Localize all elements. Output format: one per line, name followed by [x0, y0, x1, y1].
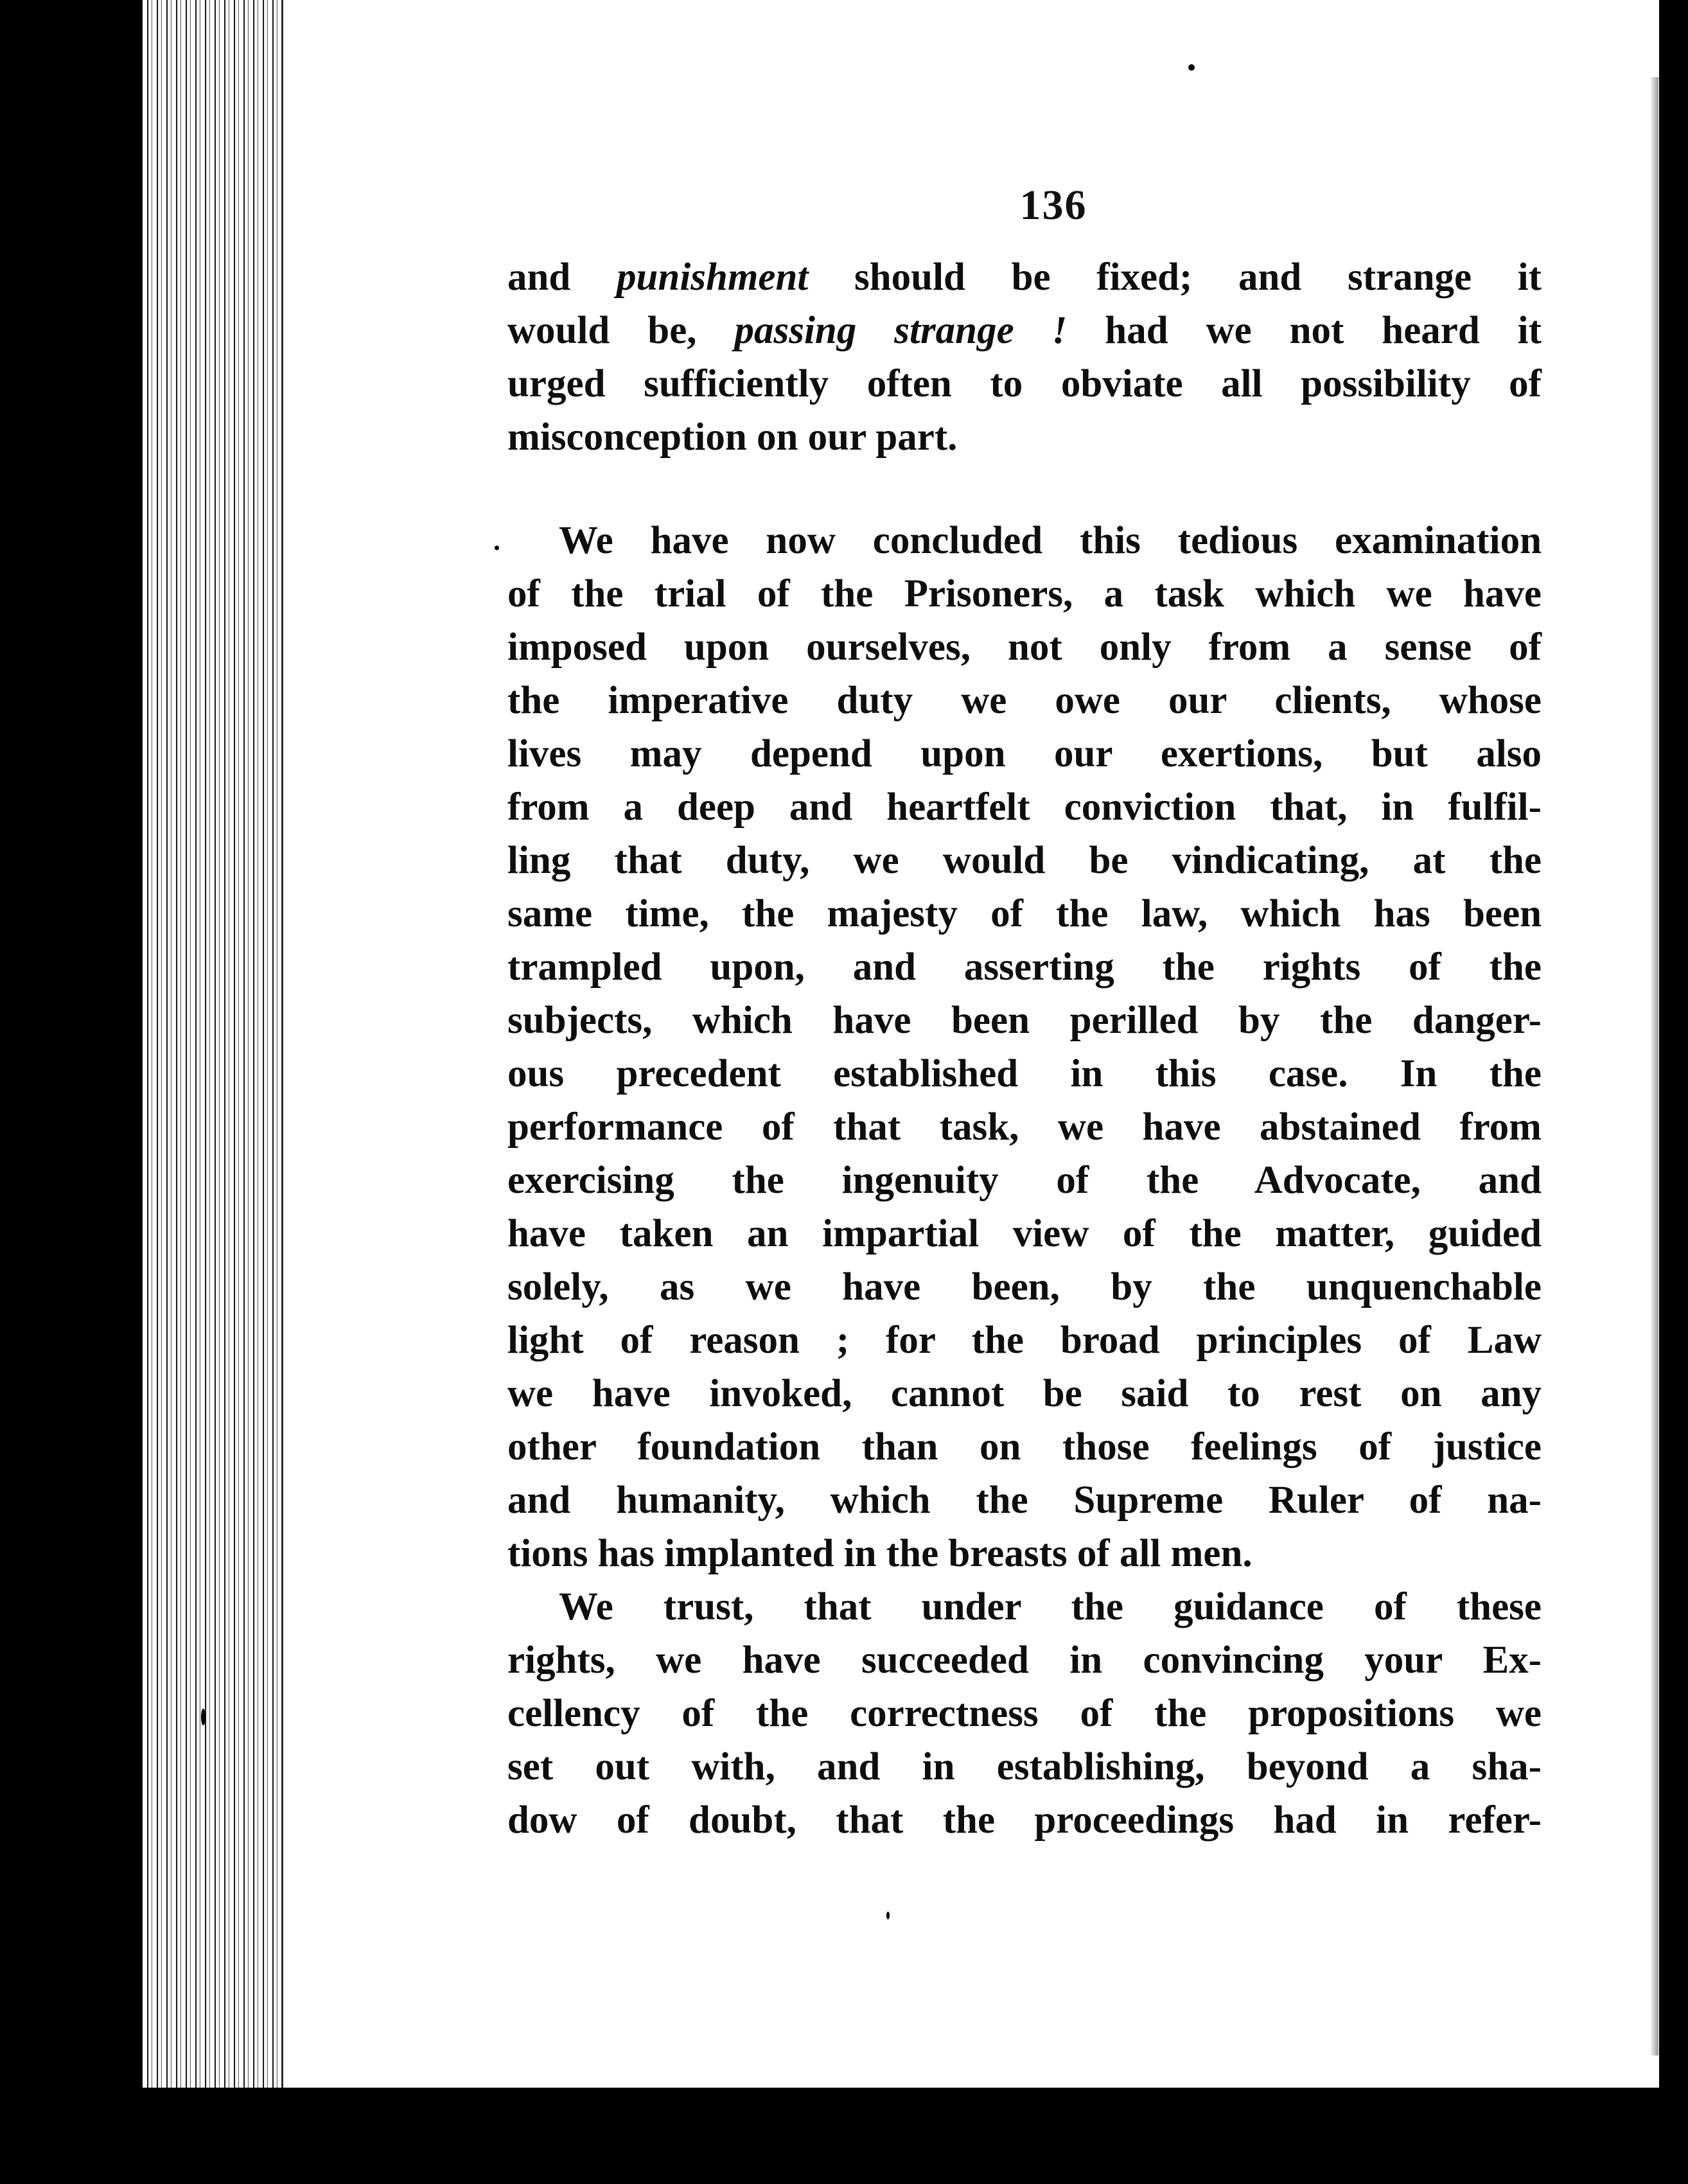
- ink-speck: [1188, 64, 1195, 71]
- text-run: should be fixed; and strange it: [808, 256, 1542, 299]
- text-line: [507, 1047, 1542, 1100]
- paragraph-gap: [507, 464, 1542, 514]
- text-run: from a deep and heartfelt conviction that, in fulfil-: [507, 786, 1542, 829]
- text-run: and humanity, which the Supreme Ruler of na-: [507, 1479, 1542, 1522]
- text-line: [507, 780, 1542, 834]
- text-run: We have now concluded this tedious examination: [559, 519, 1542, 562]
- text-run: tions has implanted in the breasts of all men.: [507, 1532, 1253, 1575]
- page-edges: [143, 0, 303, 2088]
- text-line: [507, 567, 1542, 621]
- text-line: [493, 514, 1542, 567]
- text-run: misconception on our part.: [507, 416, 958, 459]
- text-line: [507, 834, 1542, 887]
- text-line: [507, 357, 1542, 410]
- text-line: [507, 1207, 1542, 1260]
- paragraph: [507, 1580, 1542, 1847]
- text-run: dow of doubt, that the proceedings had in refer-: [507, 1799, 1542, 1842]
- text-run: we have invoked, cannot be said to rest on any: [507, 1372, 1542, 1415]
- text-run: lives may depend upon our exertions, but also: [507, 732, 1542, 775]
- text-line: [507, 251, 1542, 304]
- text-line: [507, 1527, 1542, 1580]
- paragraph: [493, 514, 1542, 1580]
- text-run: light of reason ; for the broad principles of Law: [507, 1319, 1542, 1362]
- italic-text: passing strange !: [734, 309, 1068, 352]
- text-run: of the trial of the Prisoners, a task which we have: [507, 572, 1542, 615]
- page-number: 136: [1019, 182, 1087, 229]
- text-run: same time, the majesty of the law, which has been: [507, 892, 1542, 935]
- ink-speck: [11, 1355, 14, 1361]
- text-line: [507, 727, 1542, 780]
- text-run: ous precedent established in this case. In the: [507, 1052, 1542, 1095]
- text-line: [507, 410, 1542, 464]
- text-line: [507, 887, 1542, 940]
- text-line: [507, 994, 1542, 1047]
- text-run: trampled upon, and asserting the rights of the: [507, 946, 1542, 989]
- text-line: [507, 1580, 1542, 1634]
- text-line: [507, 1740, 1542, 1793]
- text-line: [507, 940, 1542, 994]
- text-line: [507, 1100, 1542, 1154]
- ink-speck: [201, 1709, 206, 1725]
- text-run: set out with, and in establishing, beyond a sha-: [507, 1745, 1542, 1788]
- text-line: [507, 621, 1542, 674]
- text-run: have taken an impartial view of the matter, guided: [507, 1212, 1542, 1255]
- text-run: exercising the ingenuity of the Advocate, and: [507, 1159, 1542, 1202]
- text-run: subjects, which have been perilled by the danger-: [507, 999, 1542, 1042]
- paragraph: [507, 251, 1542, 464]
- text-run: had we not heard it: [1067, 309, 1542, 352]
- body-text: [493, 251, 1542, 1847]
- text-line: [507, 674, 1542, 727]
- page-right-edge: [1649, 77, 1658, 2056]
- text-run: performance of that task, we have abstained from: [507, 1105, 1542, 1149]
- text-line: [507, 1314, 1542, 1367]
- paragraph-mark: .: [493, 525, 500, 556]
- text-run: ling that duty, we would be vindicating, at the: [507, 839, 1542, 882]
- text-line: [507, 1634, 1542, 1687]
- text-line: [507, 1687, 1542, 1740]
- scan-right-margin: [1659, 0, 1688, 2184]
- text-run: would be,: [507, 309, 735, 352]
- italic-text: punishment: [617, 256, 809, 299]
- scan-left-margin: [0, 0, 141, 2184]
- text-run: rights, we have succeeded in convincing your Ex-: [507, 1639, 1542, 1682]
- text-line: [507, 1154, 1542, 1207]
- text-run: and: [507, 256, 617, 299]
- text-run: urged sufficiently often to obviate all possibility of: [507, 362, 1542, 405]
- scan-bottom-margin: [0, 2088, 1688, 2184]
- text-run: cellency of the correctness of the propositions we: [507, 1692, 1542, 1735]
- ink-speck: [886, 1912, 890, 1919]
- text-run: the imperative duty we owe our clients, whose: [507, 679, 1542, 722]
- text-line: [507, 1367, 1542, 1420]
- text-run: other foundation than on those feelings of justice: [507, 1425, 1542, 1468]
- text-run: imposed upon ourselves, not only from a sense of: [507, 626, 1542, 669]
- text-line: [507, 1420, 1542, 1474]
- text-run: We trust, that under the guidance of these: [559, 1585, 1542, 1628]
- text-line: [507, 1474, 1542, 1527]
- text-line: [507, 1260, 1542, 1314]
- text-run: solely, as we have been, by the unquenchable: [507, 1265, 1542, 1308]
- text-line: [507, 304, 1542, 357]
- text-line: [507, 1793, 1542, 1847]
